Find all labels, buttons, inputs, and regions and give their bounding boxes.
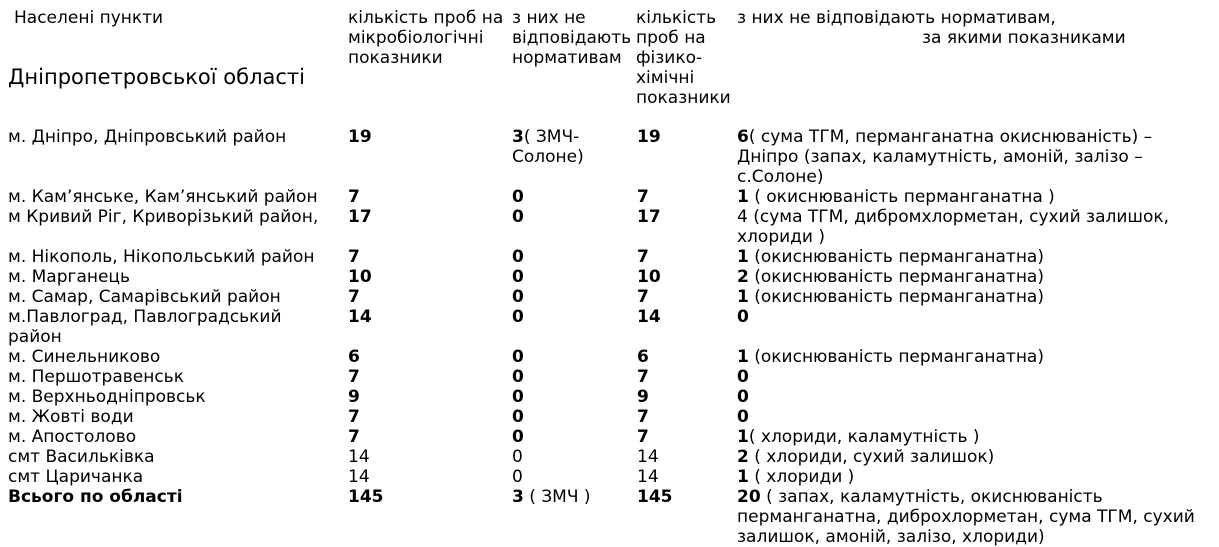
row-chem-count-value: 10 [637,267,661,287]
row-chem-count-value: 7 [637,247,649,267]
row-chem-count-value: 7 [637,427,649,447]
row-chem-nonconforming [737,287,1207,307]
row-settlement-name: смт Васильківка [8,447,155,467]
row-micro-nonconforming [512,267,627,287]
row-chem-nonconforming-detail: ( хлориди, сухий залишок) [748,447,995,467]
row-chem-count-value: 7 [637,407,649,427]
total-micro-nonconforming-value: 3 [512,487,524,507]
row-micro-nonconforming [512,187,627,207]
row-micro-count-value: 14 [348,307,372,327]
row-chem-nonconforming-value: 1 [737,247,749,267]
row-micro-count-value: 14 [348,467,370,487]
row-chem-nonconforming-value: 0 [737,367,749,387]
row-micro-count-value: 17 [348,207,372,227]
row-chem-count-value: 14 [637,467,659,487]
row-micro-count-value: 9 [348,387,360,407]
header-micro-count: кількість проб на мікробіологічні показники [348,8,504,68]
row-chem-nonconforming [737,387,1207,407]
row-micro-nonconforming-value: 0 [512,467,523,487]
total-micro-nonconforming-detail: ( ЗМЧ ) [523,487,591,507]
row-micro-nonconforming [512,427,627,447]
row-settlement-name: м. Апостолово [8,427,137,447]
row-chem-count [637,247,727,267]
row-chem-count [637,387,727,407]
row-micro-count [348,207,498,227]
row-chem-nonconforming [737,427,1207,447]
row-chem-count [637,347,727,367]
row-chem-nonconforming-value: 4 [737,207,748,227]
total-label: Всього по області [8,487,183,507]
row-micro-count [348,267,498,287]
total-chem-count-value: 145 [637,487,673,507]
row-micro-nonconforming-value: 0 [512,187,524,207]
row-chem-count [637,267,727,287]
row-micro-nonconforming [512,307,627,327]
row-micro-count [348,427,498,447]
row-settlement-name: м. Синельниково [8,347,161,367]
row-micro-nonconforming-value: 0 [512,347,524,367]
row-chem-nonconforming [737,267,1207,287]
row-micro-count [348,187,498,207]
row-micro-nonconforming [512,407,627,427]
row-micro-count-value: 19 [348,127,372,147]
row-settlement-name: м. Марганець [8,267,131,287]
row-chem-nonconforming-value: 1 [737,427,749,447]
row-settlement-name: м. Самар, Самарівський район [8,287,281,307]
row-micro-count [348,307,498,327]
row-chem-count [637,427,727,447]
row-chem-count [637,207,727,227]
row-chem-count-value: 7 [637,287,649,307]
row-micro-count [348,447,498,467]
row-chem-count [637,187,727,207]
row-micro-nonconforming [512,127,627,167]
header-chem-indicators: за якими показниками [922,28,1126,48]
row-micro-count [348,467,498,487]
row-chem-nonconforming-detail: (сума ТГМ, дибромхлорметан, сухий залишок, хлориди ) [737,207,1170,247]
header-region: Дніпропетровської області [8,65,305,89]
row-micro-count [348,387,498,407]
row-chem-count-value: 14 [637,447,659,467]
row-chem-nonconforming [737,447,1207,467]
row-chem-count-value: 9 [637,387,649,407]
row-chem-nonconforming-value: 6 [737,127,749,147]
row-micro-nonconforming [512,247,627,267]
row-micro-count [348,287,498,307]
row-chem-nonconforming-detail: (окиснюваність перманганатна) [748,347,1044,367]
row-settlement-name: м. Дніпро, Дніпровський район [8,127,287,147]
row-micro-count-value: 10 [348,267,372,287]
row-micro-count [348,247,498,267]
row-chem-nonconforming-value: 2 [737,267,749,287]
row-chem-nonconforming-value: 0 [737,407,749,427]
row-micro-nonconforming-value: 0 [512,407,524,427]
total-chem-nonconforming-detail: ( запах, каламутність, окиснюваність перманганатна, диброхлорметан, сума ТГМ, сухий залишок, амоній, залізо, хлориди) [737,487,1195,547]
row-micro-nonconforming-value: 0 [512,367,524,387]
row-chem-count [637,287,727,307]
row-micro-nonconforming-value: 0 [512,427,524,447]
row-micro-count [348,367,498,387]
row-micro-nonconforming [512,447,627,467]
row-micro-nonconforming [512,387,627,407]
row-chem-nonconforming-detail: ( хлориди, каламутність ) [748,427,980,447]
row-chem-nonconforming-value: 1 [737,187,749,207]
row-chem-nonconforming-value: 1 [737,287,749,307]
row-micro-nonconforming-value: 0 [512,447,523,467]
row-chem-nonconforming [737,247,1207,267]
row-micro-count-value: 6 [348,347,360,367]
row-chem-nonconforming [737,127,1207,187]
total-chem-nonconforming-value: 20 [737,487,761,507]
row-micro-nonconforming-detail: ( ЗМЧ-Солоне) [512,127,584,167]
row-micro-nonconforming [512,207,627,227]
row-chem-count [637,127,727,147]
header-chem-count: кількість проб на фізико-хімічні показники [636,8,731,108]
row-settlement-name: м. Першотравенськ [8,367,184,387]
row-chem-count [637,467,727,487]
header-chem-nonconforming: з них не відповідають нормативам, [737,8,1056,28]
row-micro-nonconforming-value: 0 [512,387,524,407]
total-chem-nonconforming [737,487,1215,547]
row-micro-nonconforming-value: 0 [512,247,524,267]
row-chem-count-value: 17 [637,207,661,227]
row-chem-count [637,307,727,327]
row-chem-nonconforming-value: 2 [737,447,749,467]
row-micro-nonconforming-value: 3 [512,127,524,147]
row-chem-nonconforming-detail: ( окиснюваність перманганатна ) [748,187,1055,207]
row-settlement-name: м. Верхньодніпровськ [8,387,206,407]
row-micro-nonconforming [512,367,627,387]
row-settlement-name: м Кривий Ріг, Криворізький район, [8,207,319,227]
row-settlement-name: м. Нікополь, Нікопольський район [8,247,315,267]
row-chem-nonconforming [737,187,1207,207]
row-chem-count [637,367,727,387]
row-chem-count-value: 6 [637,347,649,367]
row-chem-count-value: 7 [637,367,649,387]
row-chem-nonconforming [737,347,1207,367]
row-micro-count-value: 7 [348,427,360,447]
total-micro-count-value: 145 [348,487,384,507]
row-micro-count-value: 14 [348,447,370,467]
row-chem-nonconforming [737,467,1207,487]
row-micro-count [348,407,498,427]
row-chem-count-value: 19 [637,127,661,147]
row-chem-nonconforming-value: 1 [737,347,749,367]
row-chem-nonconforming-value: 0 [737,387,749,407]
row-micro-count [348,347,498,367]
row-chem-nonconforming-detail: ( сума ТГМ, перманганатна окиснюваність) – Дніпро (запах, каламутність, амоній, залізо – с.Солоне) [737,127,1153,187]
row-micro-nonconforming-value: 0 [512,267,524,287]
row-micro-count [348,127,498,147]
row-chem-count [637,447,727,467]
total-micro-count [348,487,498,507]
total-micro-nonconforming [512,487,627,507]
row-chem-nonconforming-detail: (окиснюваність перманганатна) [748,287,1044,307]
row-settlement-name: м.Павлоград, Павлоградський район [8,307,282,347]
row-chem-nonconforming-detail: (окиснюваність перманганатна) [748,267,1044,287]
row-micro-nonconforming [512,347,627,367]
row-micro-nonconforming [512,287,627,307]
row-chem-nonconforming [737,207,1207,247]
row-micro-count-value: 7 [348,187,360,207]
row-chem-nonconforming-detail: (окиснюваність перманганатна) [748,247,1044,267]
total-chem-count [637,487,727,507]
row-micro-count-value: 7 [348,247,360,267]
row-chem-count-value: 7 [637,187,649,207]
row-micro-nonconforming-value: 0 [512,307,524,327]
row-chem-nonconforming [737,407,1207,427]
row-chem-nonconforming-detail: ( хлориди ) [748,467,855,487]
row-chem-nonconforming-value: 0 [737,307,749,327]
row-micro-count-value: 7 [348,367,360,387]
row-chem-nonconforming [737,307,1207,327]
row-chem-nonconforming-value: 1 [737,467,749,487]
row-settlement-name: м. Кам’янське, Кам’янський район [8,187,318,207]
row-micro-nonconforming-value: 0 [512,207,524,227]
header-settlements: Населені пункти [14,8,164,28]
row-settlement-name: смт Царичанка [8,467,144,487]
row-chem-count-value: 14 [637,307,661,327]
row-micro-count-value: 7 [348,287,360,307]
row-chem-count [637,407,727,427]
row-micro-nonconforming [512,467,627,487]
row-chem-nonconforming [737,367,1207,387]
row-settlement-name: м. Жовті води [8,407,134,427]
row-micro-nonconforming-value: 0 [512,287,524,307]
row-micro-count-value: 7 [348,407,360,427]
header-micro-nonconforming: з них не відповідають нормативам [512,8,632,68]
